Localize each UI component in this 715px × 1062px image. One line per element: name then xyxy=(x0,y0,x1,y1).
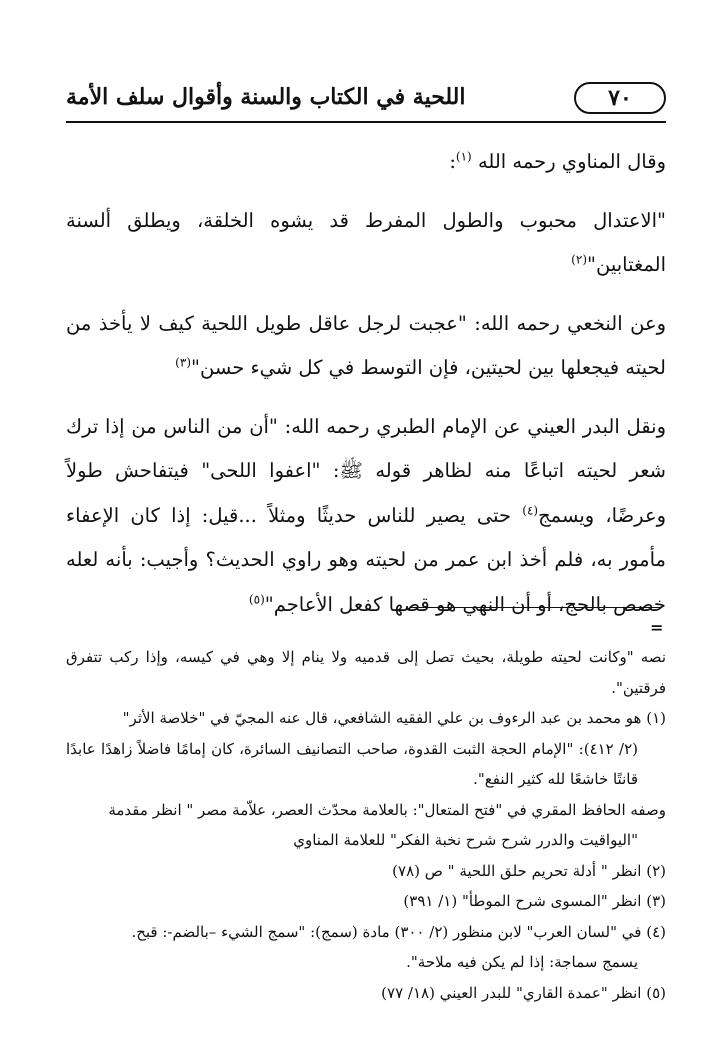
footnote-ref: (٤) xyxy=(522,503,539,517)
paragraph-1: وقال المناوي رحمه الله $^{(١)}$: xyxy=(449,149,666,173)
page-header xyxy=(66,78,666,118)
footnote-ref: (٢) xyxy=(571,252,587,267)
page-number: ٧٠ xyxy=(574,82,666,114)
footnote-1-cont: (٢/ ٤١٢): "الإمام الحجة الثبت القدوة، صاحب التصانيف السائرة، كان إمامًا فاضلاً زاهدًا عابدًا قانتًا خاشعًا لله كثير النفع". xyxy=(66,739,638,788)
main-text xyxy=(66,140,666,641)
footnote-ref: (١) xyxy=(455,149,472,164)
footnote-1-desc: وصفه الحافظ المقري في "فتح المتعال": بالعلامة محدّث العصر، علاّمة مصر " انظر مقدمة xyxy=(108,800,666,819)
footnotes xyxy=(66,642,666,1008)
footnote-4-cont: يسمج سماجة: إذا لم يكن فيه ملاحة". xyxy=(406,953,638,971)
footnote-3: (٣) انظر "المسوى شرح الموطأ" (١/ ٣٩١) xyxy=(403,892,666,910)
footnote-continued: نصه "وكانت لحيته طويلة، بحيث تصل إلى قدميه ولا ينام إلا وهي في كيسه، وإذا ركب تتفرق فرقتين". xyxy=(66,648,666,697)
continuation-mark: = xyxy=(650,618,664,637)
running-title: اللحية في الكتاب والسنة وأقوال سلف الأمة xyxy=(66,84,466,110)
footnote-1: (١) هو محمد بن عبد الرءوف بن علي الفقيه الشافعي، قال عنه المجيّ في "خلاصة الأثر" xyxy=(122,709,666,727)
footnote-1-desc-cont: "اليواقيت والدرر شرح شرح نخبة الفكر" للعلامة المناوي xyxy=(293,831,638,849)
footnote-ref: (٥) xyxy=(248,592,265,606)
footnote-ref: (٣) xyxy=(175,355,191,370)
paragraph-3: وعن النخعي رحمه الله: "عجبت لرجل عاقل طويل اللحية كيف لا يأخذ من لحيته فيجعلها بين لحيتين، فإن التوسط في كل شيء حسن"$^{(٣)}$ xyxy=(66,311,666,379)
paragraph-4: ونقل البدر العيني عن الإمام الطبري رحمه الله: "أن من الناس من إذا ترك شعر لحيته اتباعًا منه لظاهر قوله ﷺ: "اعفوا اللحى" فيتفاحش طولاً وعرضًا، ويسمج$^{(٤)}$ حتى يصير للناس حديثًا ومثلاً ...قيل: إذا كان الإعفاء مأمور به، فلم أخذ ابن عمر من لحيته وهو راوي الحديث؟ وأجيب: بأنه لعله خصص بالحج، أو أن النهي هو قصها كفعل الأعاجم"$^{(٥)}$ xyxy=(66,414,666,616)
footnote-2: (٢) انظر " أدلة تحريم حلق اللحية " ص (٧٨) xyxy=(392,861,666,880)
footnote-separator xyxy=(410,607,662,608)
header-rule xyxy=(66,121,666,123)
footnote-4: (٤) في "لسان العرب" لابن منظور (٢/ ٣٠٠) مادة (سمج): "سمج الشيء –بالضم-: قبح. xyxy=(131,922,666,941)
paragraph-2: "الاعتدال محبوب والطول المفرط قد يشوه الخلقة، ويطلق ألسنة المغتابين"$^{(٢)}$ xyxy=(66,208,666,276)
footnote-5: (٥) انظر "عمدة القاري" للبدر العيني (١٨/ ٧٧) xyxy=(381,983,666,1002)
